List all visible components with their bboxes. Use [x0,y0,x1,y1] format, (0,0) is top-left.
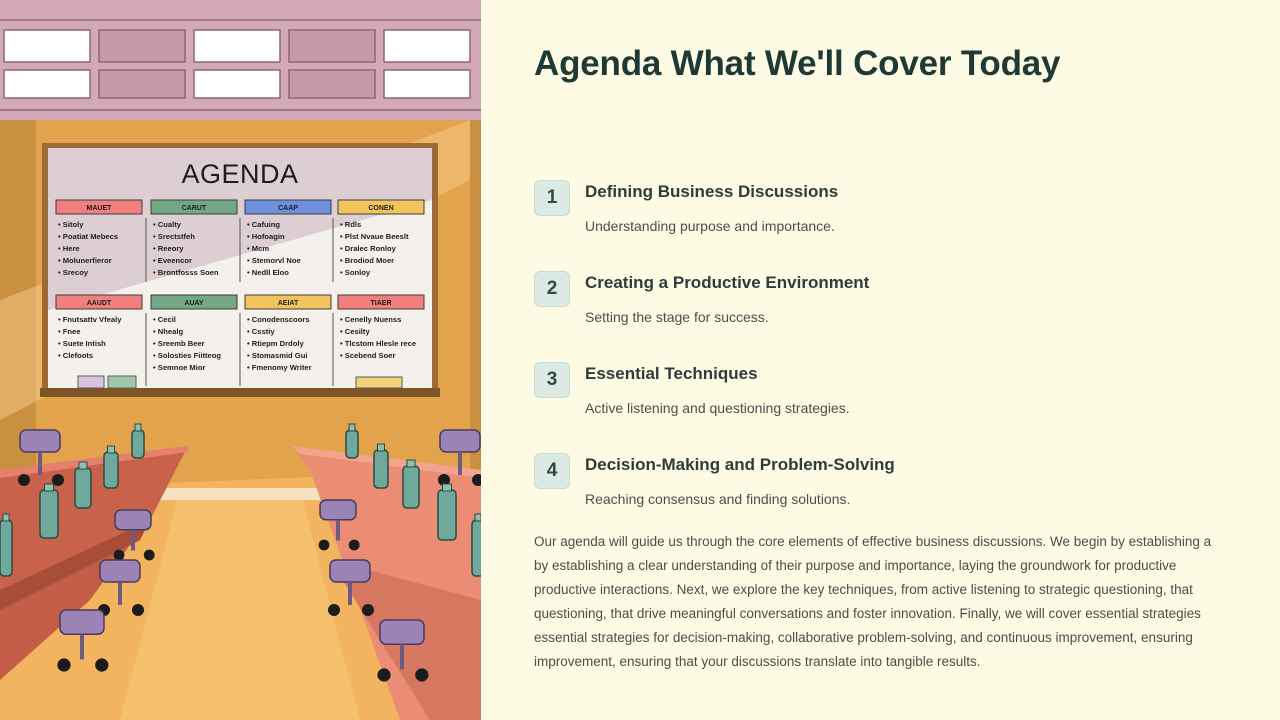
chair-wheel [362,604,374,616]
board-list-item: • Sreemb Beer [153,339,205,348]
chair-seat [115,510,151,530]
ceiling-panel [384,30,470,62]
agenda-item-3 [534,362,1234,432]
item-number-badge: 4 [534,453,570,489]
ceiling-panel [194,30,280,62]
water-bottle [75,468,91,508]
bottle-cap [135,424,141,431]
board-list-item: • Nhealg [153,327,184,336]
board-list-item: • Plst Nvaue Beeslt [340,232,409,241]
chair-seat [60,610,104,634]
board-list-item: • Srectstfeh [153,232,195,241]
board-list-item: • Cafuing [247,220,281,229]
board-list-item: • Sitoly [58,220,84,229]
chair-wheel [18,474,30,486]
board-list-item: • Here [58,244,80,253]
board-list-item: • Mcm [247,244,270,253]
bottle-cap [475,514,481,521]
board-list-item: • Brodiod Moer [340,256,395,265]
board-list-item: • Suete Intish [58,339,106,348]
board-header: AEIAT [277,300,299,307]
chair-wheel [132,604,144,616]
water-bottle [374,450,388,488]
board-header: CARUT [181,205,207,212]
item-title: Defining Business Discussions [585,182,839,201]
item-description: Understanding purpose and importance. [585,218,835,234]
agenda-item-4 [534,453,1234,523]
board-title: AGENDA [181,159,299,189]
item-number-badge: 3 [534,362,570,398]
item-number-badge: 2 [534,271,570,307]
bottle-cap [108,446,115,453]
chair-wheel [319,540,330,551]
water-bottle [0,520,12,576]
ceiling-panel [194,70,280,98]
page-title: Agenda What We'll Cover Today [534,44,1061,83]
board-list-item: • Srecoy [58,268,89,277]
ceiling-panel [99,70,185,98]
ceiling-panel [384,70,470,98]
board-list-item: • Cualty [153,220,181,229]
chair-seat [380,620,424,644]
chair-seat [100,560,140,582]
board-list-item: • Sonloy [340,268,371,277]
board-header: AAUDT [86,300,112,307]
board-list-item: • Dralec Ronloy [340,244,396,253]
water-bottle [132,430,144,458]
board-list-item: • Fmenomy Writer [247,363,312,372]
chair-seat [440,430,480,452]
bottle-cap [407,460,415,467]
bottle-cap [79,462,87,469]
board-header: TIAER [370,300,392,307]
chair-wheel [57,658,70,671]
board-list-item: • Scebend Soer [340,351,396,360]
ceiling-panel [289,30,375,62]
board-list-item: • Tlcstom Hlesle rece [340,339,417,348]
board-list-item: • Fnutsattv Vfealy [58,315,122,324]
board-list-item: • Semnoe Mior [153,363,206,372]
ceiling-panel [4,70,90,98]
board-list-item: • Rtiepm Drdoly [247,339,304,348]
chair-wheel [349,540,360,551]
agenda-item-2 [534,271,1234,341]
water-bottle [472,520,481,576]
ceiling-panel [4,30,90,62]
item-description: Active listening and questioning strategies. [585,400,850,416]
board-list-item: • Conodenscoors [247,315,310,324]
board-list-item: • Solosties Fiitteog [153,351,222,360]
ceiling-panel [289,70,375,98]
item-description: Setting the stage for success. [585,309,769,325]
chair-wheel [377,668,390,681]
water-bottle [403,466,419,508]
bottle-cap [378,444,385,451]
water-bottle [104,452,118,488]
board-list-item: • Fnee [58,327,81,336]
board-header: CAAP [278,205,298,212]
agenda-item-1 [534,180,1234,250]
board-header: AUAY [184,300,204,307]
chair-wheel [114,550,125,561]
bottle-cap [3,514,9,521]
chair-wheel [328,604,340,616]
chair-wheel [95,658,108,671]
item-title: Decision-Making and Problem-Solving [585,455,895,474]
board-list-item: • Cecil [153,315,176,324]
summary-paragraph: Our agenda will guide us through the core elements of effective business discussions. We begin by establishing a by establishing a clear understanding of their purpose and importance, laying the groundwork for productive productive interactions. Next, we explore the key techniques, from active listening to strategic questioning, that questioning, that drive meaningful conversations and foster innovation. Finally, we will cover essential strategies essential strategies for decision-making, collaborative problem-solving, and continuous improvement, ensuring improvement, ensuring that your discussions translate into tangible results. [534,534,1212,669]
board-list-item: • Molunerfieror [58,256,112,265]
board-list-item: • Csstiy [247,327,275,336]
board-list-item: • Nedll Eloo [247,268,289,277]
board-header: MAUET [86,205,112,212]
board-list-item: • Rdls [340,220,362,229]
board-list-item: • Brontfosss Soen [153,268,219,277]
item-description: Reaching consensus and finding solutions. [585,491,851,507]
bottle-cap [349,424,355,431]
item-number-badge: 1 [534,180,570,216]
board-list-item: • Cenelly Nuenss [340,315,402,324]
board-list-item: • Hofoagin [247,232,285,241]
bottle-cap [443,484,452,491]
bottle-cap [45,484,54,491]
water-bottle [40,490,58,538]
board-list-item: • Stomasmid Gui [247,351,308,360]
ceiling-panel [99,30,185,62]
board-list-item: • Stemorvl Noe [247,256,301,265]
chair-wheel [415,668,428,681]
conference-room-illustration [0,0,481,720]
item-title: Creating a Productive Environment [585,273,870,292]
chair-wheel [144,550,155,561]
board-list-item: • Eveencor [153,256,192,265]
item-title: Essential Techniques [585,364,758,383]
board-header: CONEN [368,205,394,212]
board-list-item: • Clefoots [58,351,94,360]
chair-seat [320,500,356,520]
chair-seat [20,430,60,452]
board-list-item: • Poatiat Mebecs [58,232,119,241]
chair-seat [330,560,370,582]
board-list-item: • Cesilty [340,327,370,336]
board-list-item: • Reeory [153,244,184,253]
water-bottle [438,490,456,540]
water-bottle [346,430,358,458]
